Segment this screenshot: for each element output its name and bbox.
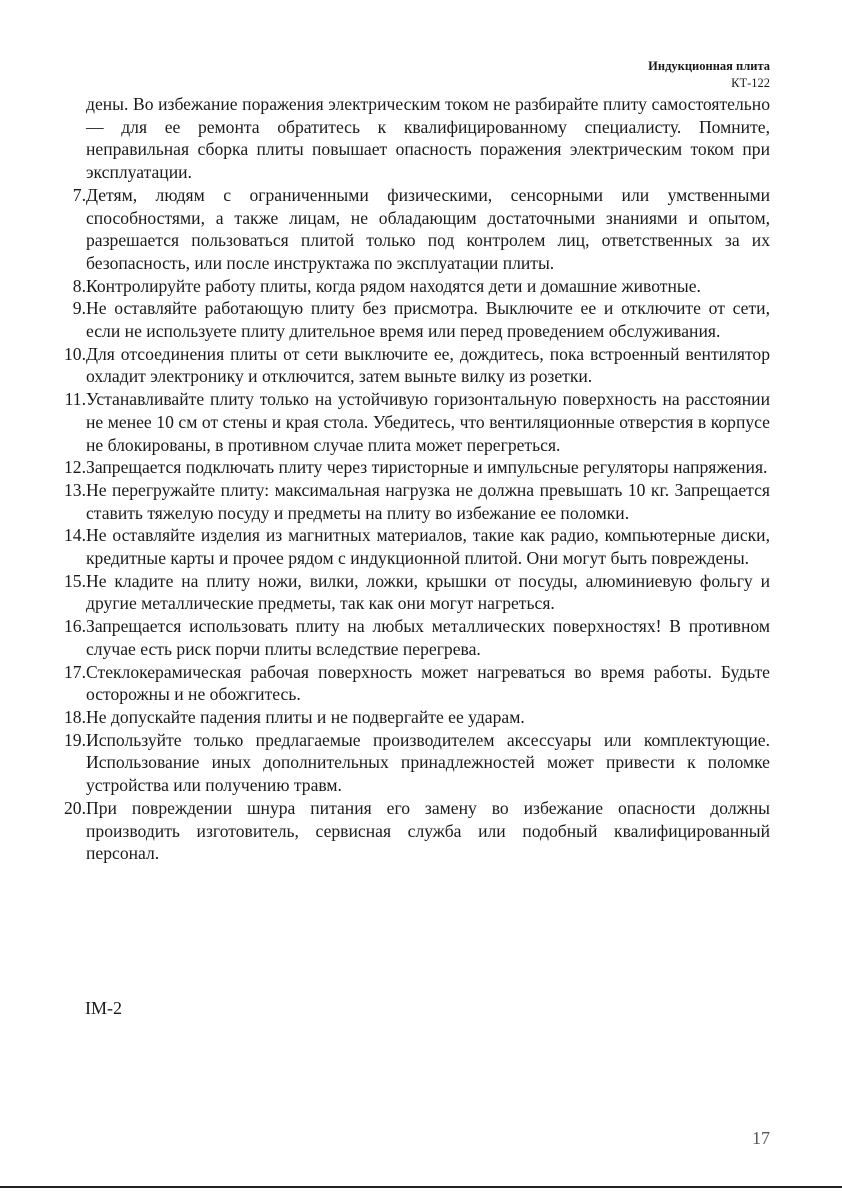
- list-item-text: Используйте только предлагаемые производителем аксессуары или комплектующие. Использование иных дополнительных принадлежностей может привести к поломке устройства или получению травм.: [86, 729, 770, 796]
- list-item-number-text: 12.: [64, 457, 86, 478]
- list-item: [50, 275, 770, 298]
- list-item-number-text: 10.: [64, 343, 86, 364]
- list-item-number-text: 14.: [64, 525, 86, 546]
- safety-instructions: [50, 93, 770, 865]
- running-header: [648, 58, 770, 92]
- instruction-list: [50, 184, 770, 865]
- list-item-number-text: 16.: [64, 616, 86, 637]
- list-item-number-text: 20.: [64, 797, 86, 818]
- list-item-number: [50, 524, 86, 569]
- header-model: КТ-122: [731, 76, 770, 90]
- list-item-number: [50, 661, 86, 706]
- list-item-number: [50, 343, 86, 388]
- list-item-number-text: 7.: [72, 184, 86, 205]
- list-item-text: Не перегружайте плиту: максимальная нагрузка не должна превышать 10 кг. Запрещается ставить тяжелую посуду и предметы на плиту во избежание ее поломки.: [86, 479, 770, 523]
- list-item: [50, 388, 770, 456]
- list-item-number-text: 11.: [64, 389, 86, 410]
- list-item-number: [50, 297, 86, 342]
- list-item-number: [50, 797, 86, 865]
- list-item-number-text: 9.: [72, 298, 86, 319]
- list-item-number-text: 13.: [64, 479, 86, 500]
- list-item-text: Не оставляйте работающую плиту без присмотра. Выключите ее и отключите от сети, если не используете плиту длительное время или перед проведением обслуживания.: [86, 298, 770, 342]
- list-item-number: [50, 275, 86, 298]
- list-item: [50, 797, 770, 865]
- bottom-rule: [0, 1186, 842, 1188]
- list-item-text: При повреждении шнура питания его замену во избежание опасности должны производить изготовитель, сервисная служба или подобный квалифицированный персонал.: [86, 797, 770, 864]
- list-item-text: Контролируйте работу плиты, когда рядом находятся дети и домашние животные.: [86, 275, 701, 296]
- list-item-text: Запрещается подключать плиту через тиристорные и импульсные регуляторы напряжения.: [86, 457, 768, 478]
- list-item-text: Стеклокерамическая рабочая поверхность может нагреваться во время работы. Будьте осторожны и не обожгитесь.: [86, 661, 770, 705]
- list-item-text: Устанавливайте плиту только на устойчивую горизонтальную поверхность на расстоянии не менее 10 см от стены и края стола. Убедитесь, что вентиляционные отверстия в корпусе не блокированы, в противном случае плита может перегреться.: [86, 389, 770, 455]
- list-item: [50, 479, 770, 524]
- intro-paragraph: дены. Во избежание поражения электрическим током не разбирайте плиту самостоятельно — для ее ремонта обратитесь к квалифицированному специалисту. Помните, неправильная сборка плиты повышает опасность поражения электрическим током при эксплуатации.: [86, 94, 770, 183]
- list-item: [50, 706, 770, 729]
- list-item-number-text: 15.: [64, 570, 86, 591]
- list-item: [50, 729, 770, 797]
- list-item-number: [50, 729, 86, 797]
- list-item-number-text: 17.: [64, 661, 86, 682]
- list-item-text: Для отсоединения плиты от сети выключите ее, дождитесь, пока встроенный вентилятор охладит электронику и отключится, затем выньте вилку из розетки.: [86, 343, 770, 387]
- list-item: [50, 184, 770, 275]
- list-item-text: Не оставляйте изделия из магнитных материалов, такие как радио, компьютерные диски, кредитные карты и прочее рядом с индукционной плитой. Они могут быть повреждены.: [86, 525, 770, 569]
- list-item: [50, 615, 770, 660]
- list-item-text: Не допускайте падения плиты и не подвергайте ее ударам.: [86, 706, 525, 727]
- list-item-number: [50, 388, 86, 456]
- list-item-number: [50, 615, 86, 660]
- header-title: Индукционная плита: [648, 59, 770, 73]
- list-item: [50, 297, 770, 342]
- list-item-number-text: 19.: [64, 729, 86, 750]
- list-item-number: [50, 456, 86, 479]
- list-item-text: Запрещается использовать плиту на любых металлических поверхностях! В противном случае есть риск порчи плиты вследствие перегрева.: [86, 616, 770, 659]
- list-item-number: [50, 479, 86, 524]
- list-item-number: [50, 706, 86, 729]
- document-code: IM-2: [85, 998, 122, 1018]
- list-item: [50, 570, 770, 615]
- list-item-text: Детям, людям с ограниченными физическими, сенсорными или умственными способностями, а также лицам, не обладающим достаточными знаниями и опытом, разрешается пользоваться плитой только под контролем лиц, ответственных за их безопасность, или после инструктажа по эксплуатации плиты.: [86, 184, 770, 273]
- list-item: [50, 661, 770, 706]
- list-item: [50, 343, 770, 388]
- list-item-number-text: 8.: [72, 275, 86, 296]
- list-item-number: [50, 184, 86, 275]
- list-item-text: Не кладите на плиту ножи, вилки, ложки, крышки от посуды, алюминиевую фольгу и другие металлические предметы, так как они могут нагреться.: [86, 570, 770, 614]
- list-item-number: [50, 570, 86, 615]
- list-item: [50, 524, 770, 569]
- page-number: 17: [752, 1128, 770, 1148]
- list-item: [50, 456, 770, 479]
- list-item-number-text: 18.: [64, 706, 86, 727]
